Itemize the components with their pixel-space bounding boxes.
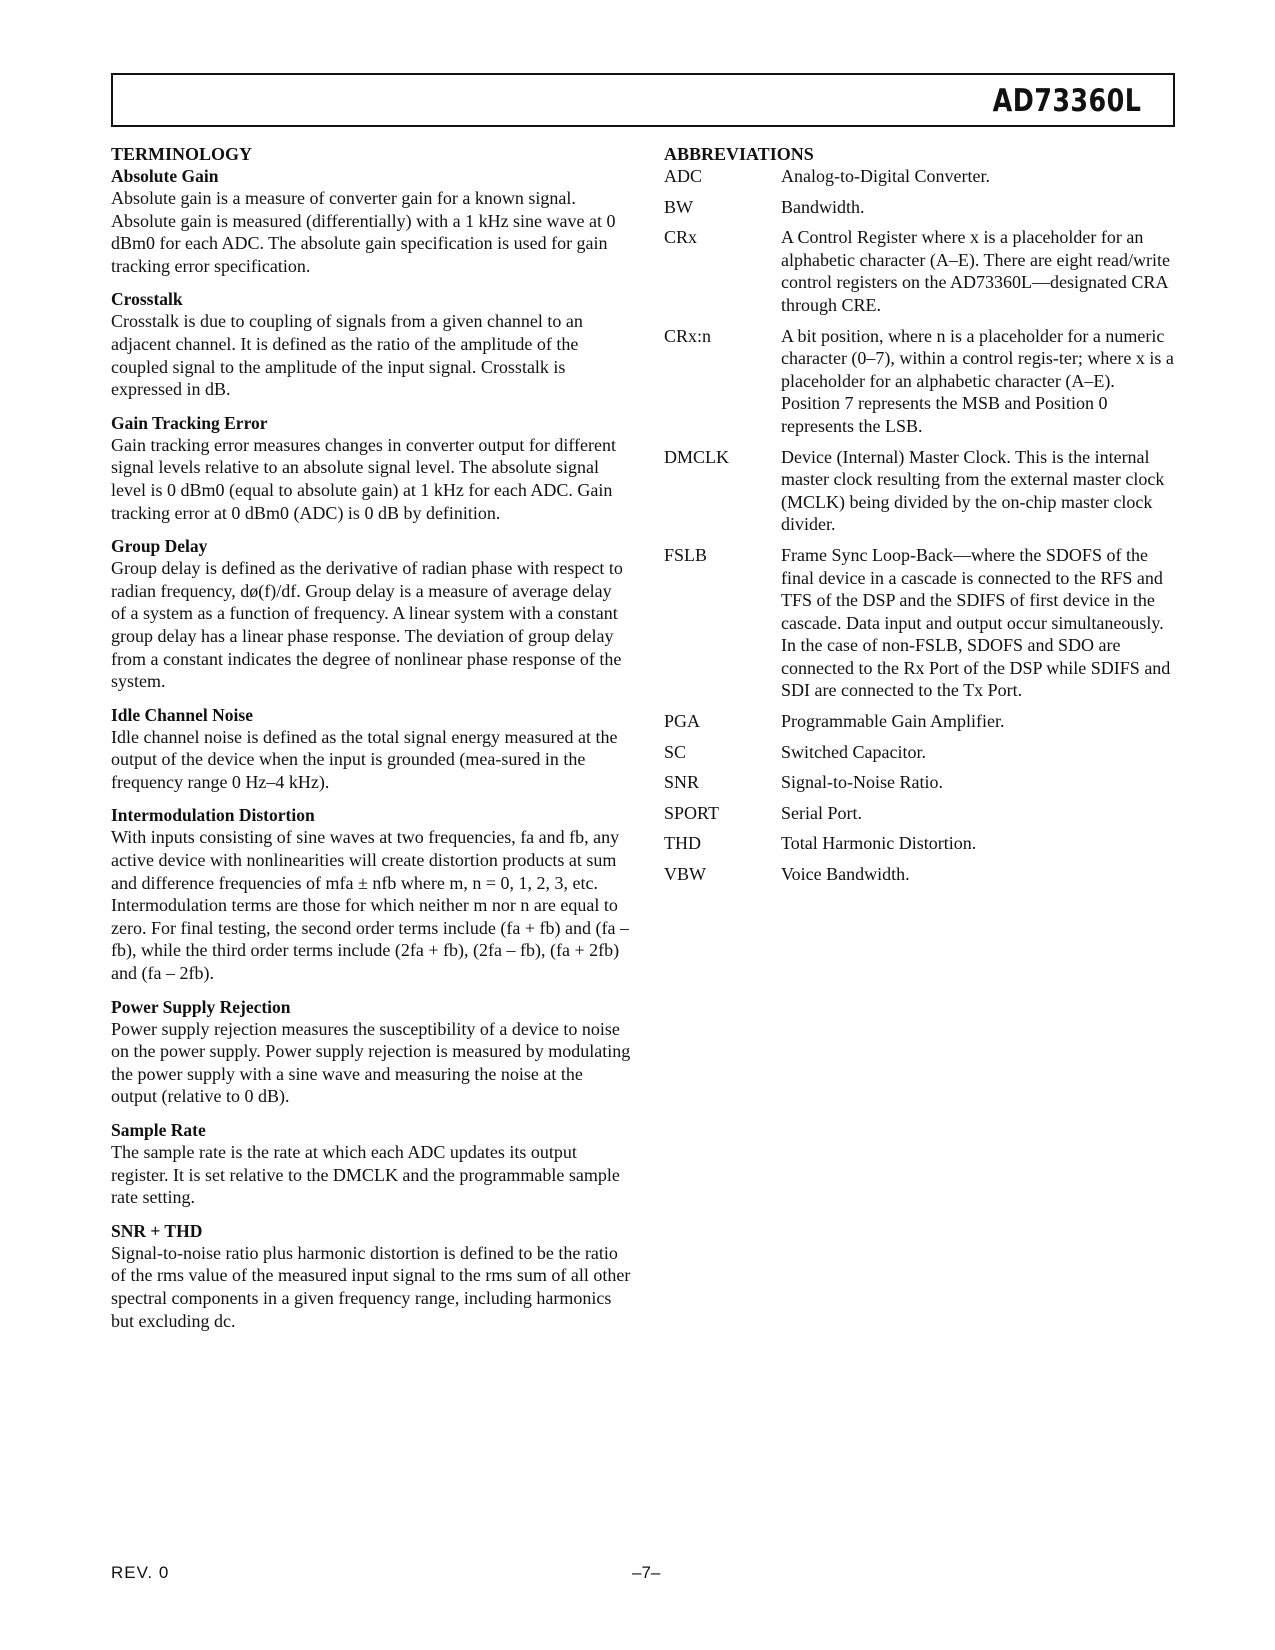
term-body: Power supply rejection measures the susceptibility of a device to noise on the power supply. Power supply rejection is measured by modulating the power supply with a sine wave and measuring the noise at the output (relative to 0 dB).	[111, 1018, 631, 1107]
abbr-key: SNR	[664, 772, 700, 793]
abbr-row-dmclk	[664, 446, 1184, 536]
term-body: Crosstalk is due to coupling of signals from a given channel to an adjacent channel. It is defined as the ratio of the amplitude of the coupled signal to the amplitude of the input signal. Crosstalk is expressed in dB.	[111, 311, 583, 400]
abbr-key: BW	[664, 196, 693, 217]
abbr-def: Analog-to-Digital Converter.	[781, 166, 990, 186]
term-title: Absolute Gain	[111, 166, 219, 186]
term-idle-channel-noise	[111, 704, 631, 794]
abbr-key: THD	[664, 833, 701, 854]
abbr-row-vbw	[664, 863, 1184, 886]
abbr-key: FSLB	[664, 544, 708, 565]
abbr-key: CRx	[664, 227, 698, 248]
term-sample-rate	[111, 1119, 631, 1209]
term-body: The sample rate is the rate at which each ADC updates its output register. It is set relative to the DMCLK and the programmable sample rate setting.	[111, 1142, 620, 1208]
abbr-row-sport	[664, 802, 1184, 825]
terminology-heading: TERMINOLOGY	[111, 144, 253, 164]
term-snr-thd	[111, 1220, 631, 1332]
abbr-key: CRx:n	[664, 325, 712, 346]
term-title: Power Supply Rejection	[111, 996, 291, 1017]
abbreviations-heading: ABBREVIATIONS	[664, 144, 814, 164]
abbr-def: Programmable Gain Amplifier.	[781, 711, 1005, 732]
abbr-key: SPORT	[664, 802, 719, 823]
abbr-key: SC	[664, 741, 687, 762]
abbr-def: Bandwidth.	[781, 196, 865, 217]
abbr-key: PGA	[664, 711, 701, 732]
term-title: Idle Channel Noise	[111, 704, 253, 725]
abbr-def: Serial Port.	[781, 802, 862, 823]
header-box	[111, 73, 1175, 127]
abbr-row-sc	[664, 741, 1184, 764]
term-body: Absolute gain is a measure of converter gain for a known signal. Absolute gain is measured (differentially) with a 1 kHz sine wave at 0 dBm0 for each ADC. The absolute gain specification is used for gain tracking error specification.	[111, 188, 616, 276]
abbr-row-snr	[664, 771, 1184, 794]
term-group-delay	[111, 535, 631, 693]
revision-label: REV. 0	[111, 1563, 170, 1582]
term-body: Gain tracking error measures changes in converter output for different signal levels relative to an absolute signal level. The absolute signal level is 0 dBm0 (equal to absolute gain) at 1 kHz for each ADC. Gain tracking error at 0 dBm0 (ADC) is 0 dB by definition.	[111, 434, 616, 523]
term-body: Signal-to-noise ratio plus harmonic distortion is defined to be the ratio of the rms value of the measured input signal to the rms sum of all other spectral components in a given frequency range, including harmonics but excluding dc.	[111, 1242, 631, 1331]
term-body: With inputs consisting of sine waves at two frequencies, fa and fb, any active device with nonlinearities will create distortion products at sum and difference frequencies of mfa ± nfb where m, n = 0, 1, 2, 3, etc. Intermodulation terms are those for which neither m nor n are equal to zero. For final testing, the second order terms include (fa + fb) and (fa – fb), while the third order terms include (2fa + fb), (2fa – fb), (fa + 2fb) and (fa – 2fb).	[111, 827, 629, 984]
term-title: SNR + THD	[111, 1220, 203, 1241]
page-number: –7–	[632, 1563, 661, 1582]
term-title: Intermodulation Distortion	[111, 805, 315, 826]
abbr-def: Device (Internal) Master Clock. This is the internal master clock resulting from the external master clock (MCLK) being divided by the on-chip master clock divider.	[781, 446, 1165, 535]
abbr-def: Frame Sync Loop-Back—where the SDOFS of the final device in a cascade is connected to the RFS and TFS of the DSP and the SDIFS of first device in the cascade. Data input and output occur simultaneously. In the case of non-FSLB, SDOFS and SDO are connected to the Rx Port of the DSP while SDIFS and SDI are connected to the Tx Port.	[781, 544, 1171, 701]
abbr-row-adc	[664, 165, 1184, 188]
abbr-key: VBW	[664, 864, 706, 885]
abbr-key: ADC	[664, 166, 703, 186]
abbr-row-pga	[664, 710, 1184, 733]
term-gain-tracking-error	[111, 412, 631, 524]
abbr-def: A Control Register where x is a placeholder for an alphabetic character (A–E). There are eight read/write control registers on the AD73360L—designated CRA through CRE.	[781, 227, 1170, 315]
term-body: Idle channel noise is defined as the total signal energy measured at the output of the device when the input is grounded (mea-sured in the frequency range 0 Hz–4 kHz).	[111, 726, 618, 792]
term-absolute-gain	[111, 165, 631, 277]
abbreviations-column	[664, 143, 1184, 894]
term-power-supply-rejection	[111, 996, 631, 1108]
abbr-def: Voice Bandwidth.	[781, 864, 910, 885]
abbr-def: Switched Capacitor.	[781, 741, 926, 762]
abbr-row-crx	[664, 226, 1184, 316]
terminology-column	[111, 143, 631, 1343]
abbr-def: Signal-to-Noise Ratio.	[781, 772, 943, 793]
term-title: Gain Tracking Error	[111, 412, 268, 433]
abbr-def: A bit position, where n is a placeholder for a numeric character (0–7), within a control regis-ter; where x is a placeholder for an alphabetic character (A–E). Position 7 represents the MSB and Position 0 represents the LSB.	[781, 325, 1174, 436]
abbr-key: DMCLK	[664, 446, 730, 467]
term-intermodulation-distortion	[111, 804, 631, 984]
abbr-row-crx-n	[664, 325, 1184, 438]
part-number: AD73360L	[992, 83, 1141, 119]
abbr-row-bw	[664, 196, 1184, 219]
term-title: Crosstalk	[111, 289, 183, 310]
term-body: Group delay is defined as the derivative of radian phase with respect to radian frequency, dø(f)/df. Group delay is a measure of average delay of a system as a function of frequency. A linear system with a constant group delay has a linear phase response. The deviation of group delay from a constant indicates the degree of nonlinear phase response of the system.	[111, 558, 623, 692]
abbr-def: Total Harmonic Distortion.	[781, 833, 977, 854]
abbr-row-thd	[664, 832, 1184, 855]
term-crosstalk	[111, 288, 631, 400]
term-title: Sample Rate	[111, 1120, 206, 1140]
abbr-row-fslb	[664, 544, 1184, 702]
term-title: Group Delay	[111, 536, 208, 557]
